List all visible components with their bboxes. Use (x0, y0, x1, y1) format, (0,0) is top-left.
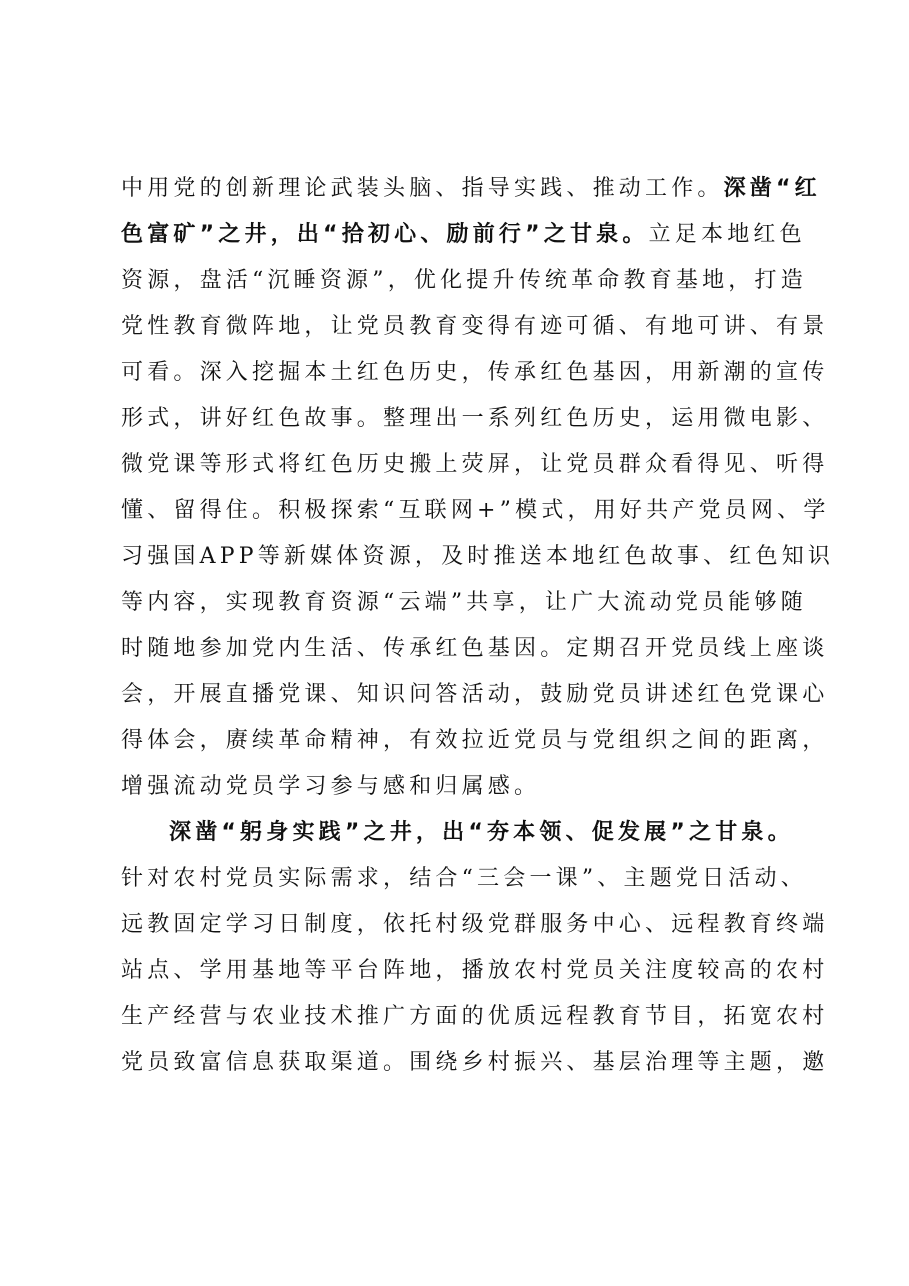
text-line: 远教固定学习日制度，依托村级党群服务中心、远程教育终端 (121, 912, 829, 937)
text-line: 党员致富信息获取渠道。围绕乡村振兴、基层治理等主题，邀 (121, 1050, 829, 1075)
text-line: 增强流动党员学习参与感和归属感。 (121, 774, 541, 799)
text-line: 资源，盘活“沉睡资源”，优化提升传统革命教育基地，打造 (121, 268, 807, 293)
text-line (121, 166, 821, 212)
text-line: 生产经营与农业技术推广方面的优质远程教育节目，拓宽农村 (121, 1004, 829, 1029)
bold-heading-run: 色富矿”之井，出“拾初心、励前行”之甘泉。 (121, 222, 649, 247)
text-run: 立足本地红色 (648, 222, 806, 247)
text-line: 党性教育微阵地，让党员教育变得有迹可循、有地可讲、有景 (121, 314, 829, 339)
section-heading: 深凿“躬身实践”之井，出“夯本领、促发展”之甘泉。 (169, 820, 794, 845)
text-line: 懂、留得住。积极探索“互联网+”模式，用好共产党员网、学 (121, 498, 830, 523)
text-line: 可看。深入挖掘本土红色历史，传承红色基因，用新潮的宣传 (121, 360, 829, 385)
text-line: 时随地参加党内生活、传承红色基因。定期召开党员线上座谈 (121, 636, 829, 661)
bold-heading-run: 深凿“红 (723, 176, 821, 201)
text-line: 微党课等形式将红色历史搬上荧屏，让党员群众看得见、听得 (121, 452, 829, 477)
text-line: 得体会，赓续革命精神，有效拉近党员与党组织之间的距离， (121, 728, 829, 753)
text-line: 等内容，实现教育资源“云端”共享，让广大流动党员能够随 (121, 590, 807, 615)
document-body (121, 166, 835, 1086)
text-line (121, 212, 806, 258)
text-line: 站点、学用基地等平台阵地，播放农村党员关注度较高的农村 (121, 958, 829, 983)
text-line: 会，开展直播党课、知识问答活动，鼓励党员讲述红色党课心 (121, 682, 829, 707)
text-line: 习强国APP等新媒体资源，及时推送本地红色故事、红色知识 (121, 544, 835, 569)
text-run: 中用党的创新理论武装头脑、指导实践、推动工作。 (121, 176, 724, 201)
text-line: 形式，讲好红色故事。整理出一系列红色历史，运用微电影、 (121, 406, 829, 431)
text-line: 针对农村党员实际需求，结合“三会一课”、主题党日活动、 (121, 866, 807, 891)
